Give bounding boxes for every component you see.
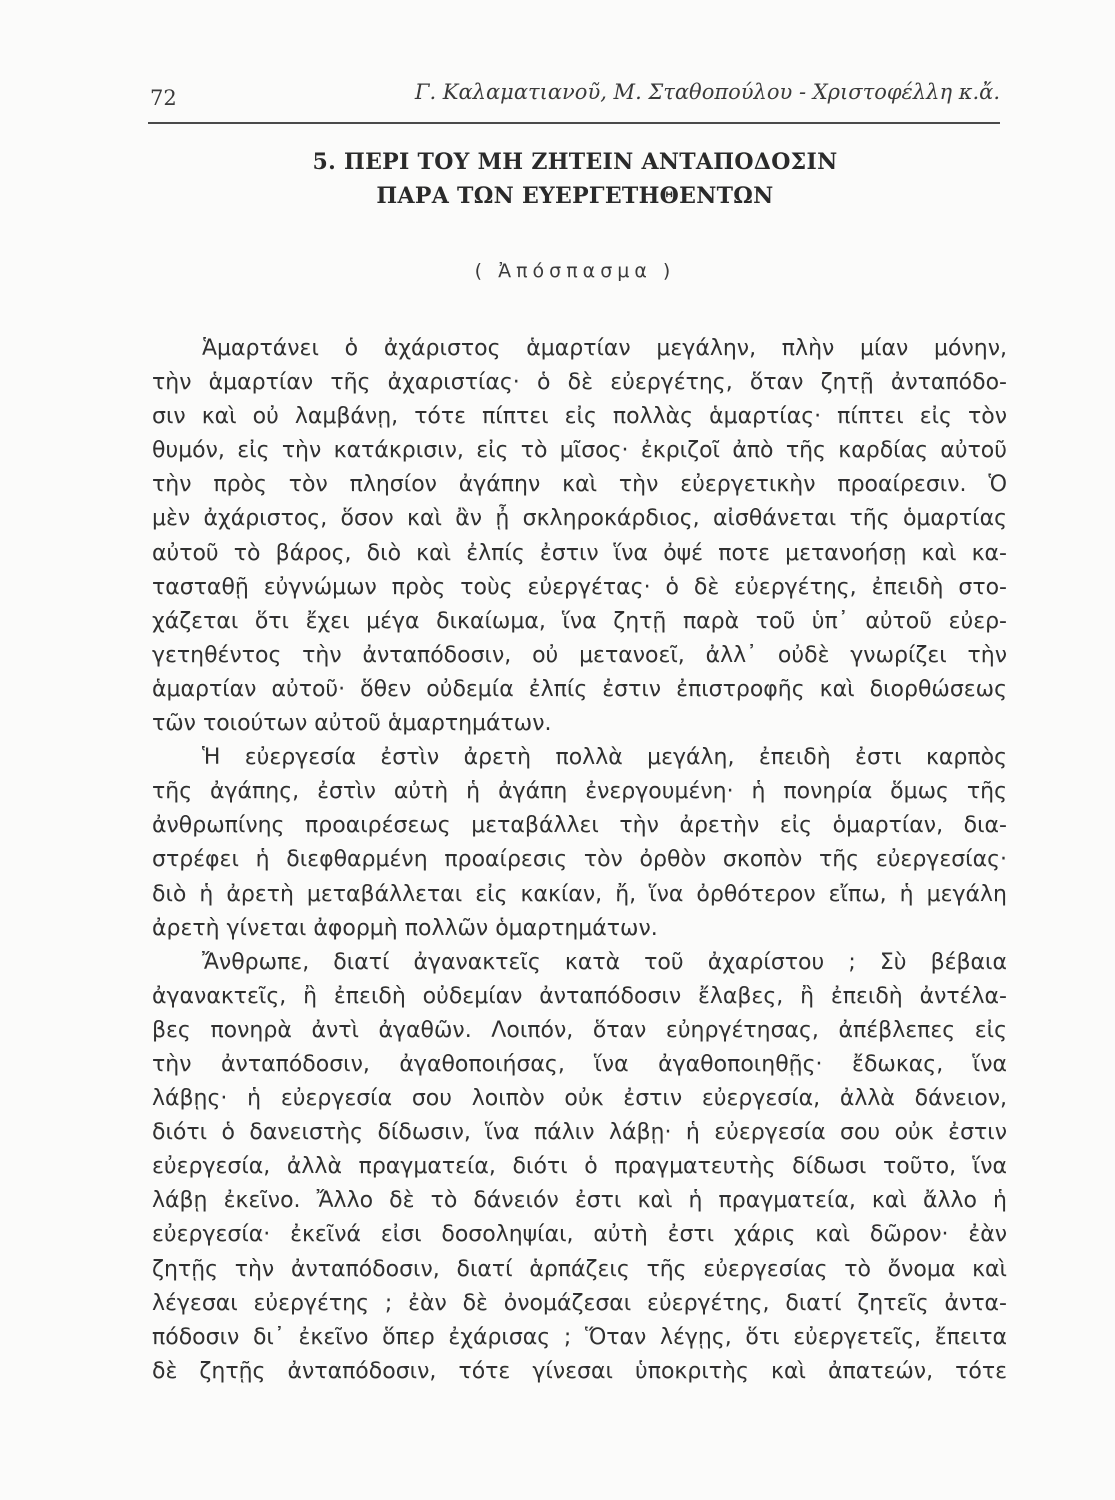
text-line: διὸ ἡ ἀρετὴ μεταβάλλεται εἰς κακίαν, ἤ, ἵνα ὀρθότερον εἴπω, ἡ μεγάλη: [152, 881, 1007, 907]
text-line: λέγεσαι εὐεργέτης ; ἐὰν δὲ ὀνομάζεσαι εὐεργέτης, διατί ζητεῖς ἀντα-: [152, 1290, 1007, 1316]
text-line: ἀρετὴ γίνεται ἀφορμὴ πολλῶν ὁμαρτημάτων.: [152, 915, 658, 941]
text-line: Ἁμαρτάνει ὁ ἀχάριστος ἁμαρτίαν μεγάλην, πλὴν μίαν μόνην,: [202, 336, 1007, 361]
text-line: χάζεται ὅτι ἔχει μέγα δικαίωμα, ἵνα ζητῇ παρὰ τοῦ ὑπ᾽ αὐτοῦ εὐερ-: [152, 608, 1007, 634]
text-line: αὐτοῦ τὸ βάρος, διὸ καὶ ἐλπίς ἐστιν ἵνα ὀψέ ποτε μετανοήσῃ καὶ κα-: [152, 540, 1007, 566]
text-line: τῶν τοιούτων αὐτοῦ ἁμαρτημάτων.: [152, 711, 552, 737]
text-line: λάβῃς· ἡ εὐεργεσία σου λοιπὸν οὐκ ἐστιν εὐεργεσία, ἀλλὰ δάνειον,: [152, 1086, 1007, 1112]
text-line: σιν καὶ οὐ λαμβάνῃ, τότε πίπτει εἰς πολλὰς ἁμαρτίας· πίπτει εἰς τὸν: [152, 404, 1007, 430]
text-line: τῆς ἀγάπης, ἐστὶν αὐτὴ ἡ ἀγάπη ἐνεργουμένη· ἡ πονηρία ὅμως τῆς: [152, 779, 1007, 805]
text-line: Ἄνθρωπε, διατί ἀγανακτεῖς κατὰ τοῦ ἀχαρίστου ; Σὺ βέβαια: [202, 949, 1007, 975]
text-line: ἁμαρτίαν αὐτοῦ· ὅθεν οὐδεμία ἐλπίς ἐστιν ἐπιστροφῆς καὶ διορθώσεως: [152, 676, 1007, 702]
text-line: θυμόν, εἰς τὴν κατάκρισιν, εἰς τὸ μῖσος· ἐκριζοῖ ἀπὸ τῆς καρδίας αὐτοῦ: [152, 438, 1007, 464]
text-line: εὐεργεσία, ἀλλὰ πραγματεία, διότι ὁ πραγματευτὴς δίδωσι τοῦτο, ἵνα: [152, 1154, 1007, 1180]
text-line: εὐεργεσία· ἐκεῖνά εἰσι δοσοληψίαι, αὐτὴ ἐστι χάρις καὶ δῶρον· ἐὰν: [152, 1222, 1007, 1248]
text-line: γετηθέντος τὴν ἀνταπόδοσιν, οὐ μετανοεῖ, ἀλλ᾽ οὐδὲ γνωρίζει τὴν: [152, 642, 1007, 668]
text-line: ζητῇς τὴν ἀνταπόδοσιν, διατί ἁρπάζεις τῆς εὐεργεσίας τὸ ὄνομα καὶ: [152, 1256, 1007, 1282]
text-line: στρέφει ἡ διεφθαρμένη προαίρεσις τὸν ὀρθὸν σκοπὸν τῆς εὐεργεσίας·: [152, 847, 1007, 873]
text-line: λάβῃ ἐκεῖνο. Ἄλλο δὲ τὸ δάνειόν ἐστι καὶ ἡ πραγματεία, καὶ ἄλλο ἡ: [152, 1188, 1007, 1214]
chapter-title: [150, 145, 1000, 213]
page-number: 72: [150, 86, 177, 110]
text-line: τὴν πρὸς τὸν πλησίον ἀγάπην καὶ τὴν εὐεργετικὴν προαίρεσιν. Ὁ: [152, 472, 1007, 498]
text-line: μὲν ἀχάριστος, ὅσον καὶ ἂν ᾖ σκληροκάρδιος, αἰσθάνεται τῆς ὁμαρτίας: [152, 506, 1007, 532]
header-rule: [148, 122, 1000, 124]
chapter-title-line-1: 5. ΠΕΡΙ ΤΟΥ ΜΗ ΖΗΤΕΙΝ ΑΝΤΑΠΟΔΟΣΙΝ: [312, 149, 838, 175]
text-line: πόδοσιν δι᾽ ἐκεῖνο ὅπερ ἐχάρισας ; Ὅταν λέγῃς, ὅτι εὐεργετεῖς, ἔπειτα: [152, 1324, 1007, 1350]
text-line: τὴν ἀνταπόδοσιν, ἀγαθοποιήσας, ἵνα ἀγαθοποιηθῇς· ἔδωκας, ἵνα: [152, 1051, 1007, 1077]
text-line: Ἡ εὐεργεσία ἐστὶν ἀρετὴ πολλὰ μεγάλη, ἐπειδὴ ἐστι καρπὸς: [202, 745, 1007, 771]
header-authors: Γ. Καλαματιανοῦ, Μ. Σταθοπούλου - Χριστοφέλλη κ.ἄ.: [414, 80, 1000, 104]
body-text: [152, 332, 1007, 1389]
text-line: ἀνθρωπίνης προαιρέσεως μεταβάλλει τὴν ἀρετὴν εἰς ὁμαρτίαν, δια-: [152, 813, 1007, 839]
text-line: τὴν ἁμαρτίαν τῆς ἀχαριστίας· ὁ δὲ εὐεργέτης, ὅταν ζητῇ ἀνταπόδο-: [152, 370, 1007, 396]
chapter-subtitle: ( Ἀπόσπασμα ): [474, 260, 676, 282]
text-line: δὲ ζητῇς ἀνταπόδοσιν, τότε γίνεσαι ὑποκριτὴς καὶ ἀπατεών, τότε: [152, 1358, 1007, 1384]
text-line: τασταθῇ εὐγνώμων πρὸς τοὺς εὐεργέτας· ὁ δὲ εὐεργέτης, ἐπειδὴ στο-: [152, 574, 1007, 600]
chapter-title-line-2: ΠΑΡΑ ΤΩΝ ΕΥΕΡΓΕΤΗΘΕΝΤΩΝ: [376, 183, 774, 209]
text-line: ἀγανακτεῖς, ἢ ἐπειδὴ οὐδεμίαν ἀνταπόδοσιν ἔλαβες, ἢ ἐπειδὴ ἀντέλα-: [152, 983, 1007, 1009]
text-line: διότι ὁ δανειστὴς δίδωσιν, ἵνα πάλιν λάβῃ· ἡ εὐεργεσία σου οὐκ ἐστιν: [152, 1120, 1007, 1146]
running-header: [150, 78, 1000, 118]
text-line: βες πονηρὰ ἀντὶ ἀγαθῶν. Λοιπόν, ὅταν εὐηργέτησας, ἀπέβλεπες εἰς: [152, 1017, 1007, 1043]
